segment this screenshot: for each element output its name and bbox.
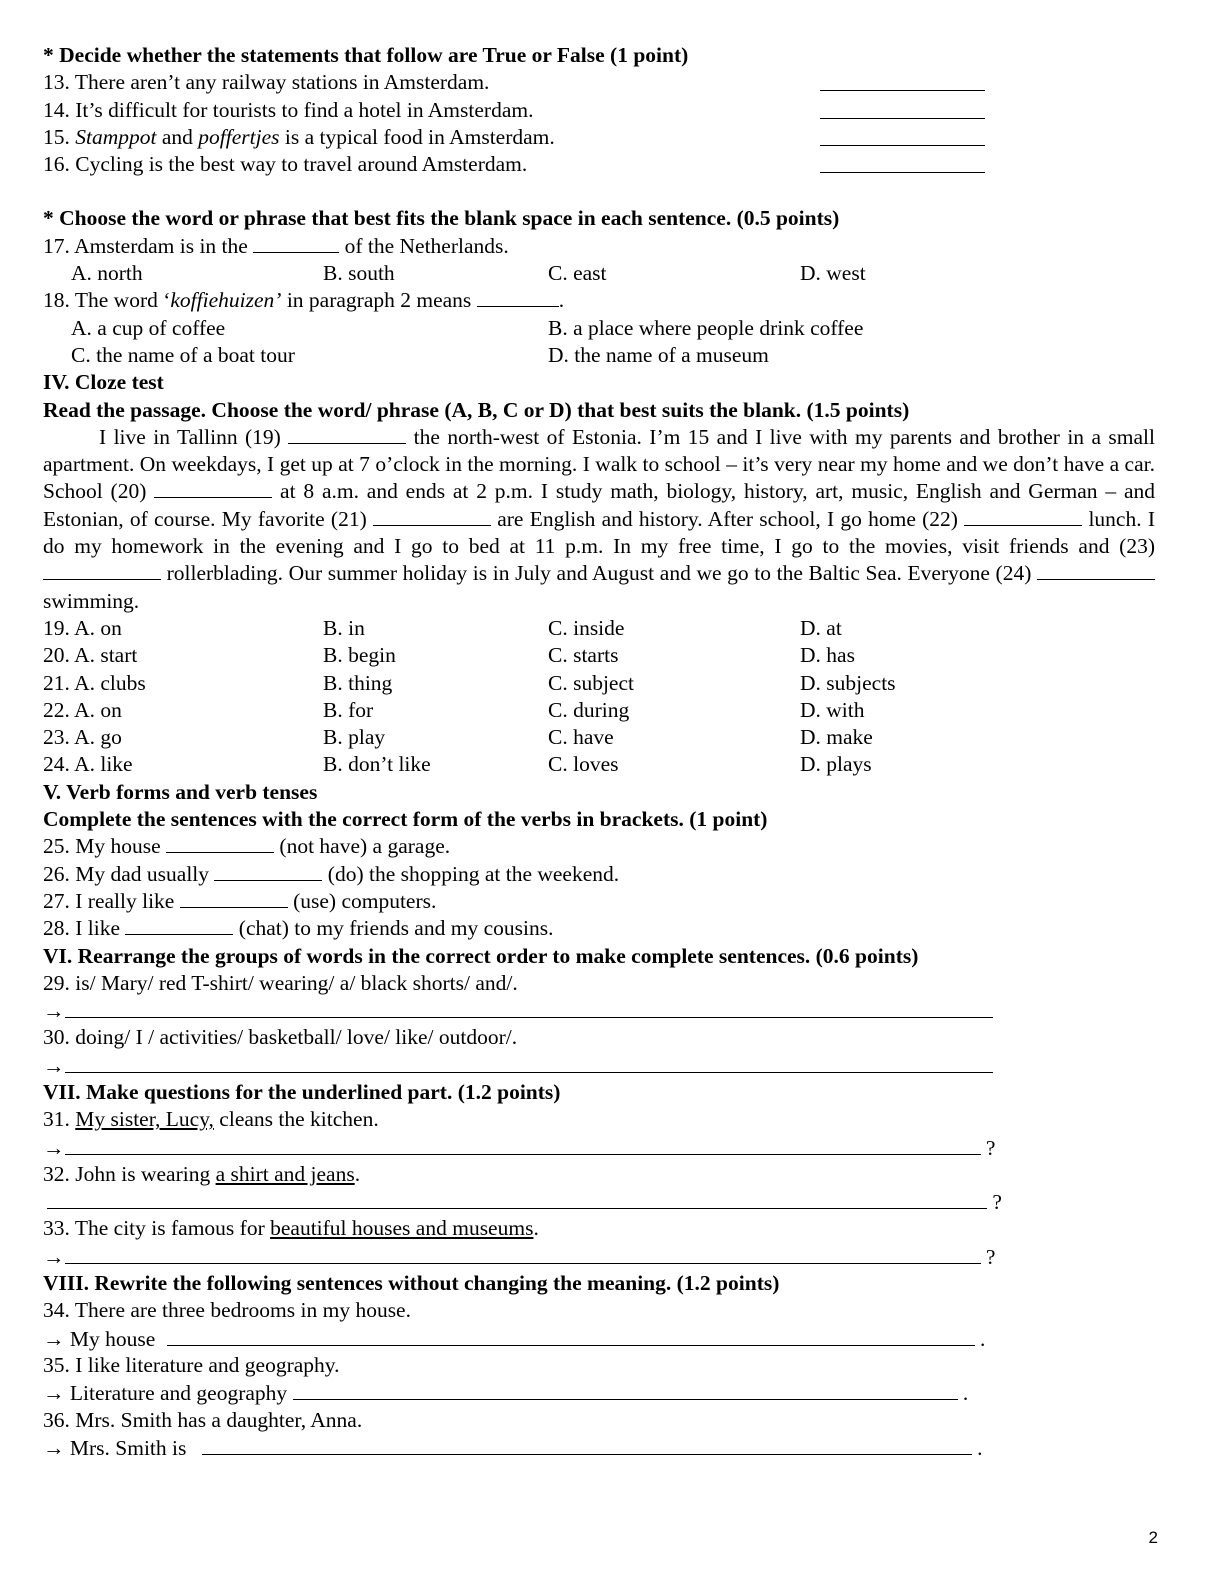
answer-blank[interactable] [125,915,233,935]
arrow-icon: → [43,999,65,1024]
question-36: 36. Mrs. Smith has a daughter, Anna. [43,1407,363,1432]
tf-item-13: 13. There aren’t any railway stations in Amsterdam. [43,69,1163,96]
cloze-instruction: Read the passage. Choose the word/ phrase (A, B, C or D) that best suits the blank. (1.5 points) [43,397,910,422]
question-34: 34. There are three bedrooms in my house. [43,1298,411,1323]
arrow-icon: → [43,1053,65,1078]
answer-33: → ? [43,1244,996,1269]
answer-blank[interactable] [214,861,322,881]
question-25: 25. My house (not have) a garage. [43,834,451,859]
option-d[interactable]: D. the name of a museum [548,342,769,367]
answer-line[interactable] [65,997,993,1018]
cloze-options-23: 23. A. go B. play C. have D. make [43,725,873,750]
blank-21[interactable] [373,506,491,526]
blank-19[interactable] [288,424,406,444]
cloze-options-24: 24. A. like B. don’t like C. loves D. plays [43,752,872,777]
blank-24[interactable] [1037,560,1155,580]
answer-line[interactable] [293,1379,958,1400]
answer-blank[interactable] [166,833,274,853]
cloze-options-21: 21. A. clubs B. thing C. subject D. subjects [43,670,896,695]
cloze-passage: I live in Tallinn (19) the north-west of Estonia. I’m 15 and I live with my parents and brother in a small apartment. On weekdays, I get up at 7 o’clock in the morning. I walk to school – it’s very near my home and we don’t have a car. School (20) at 8 a.m. and ends at 2 p.m. I study math, biology, history, art, music, English and German – and Estonian, of course. My favorite (21) are English and history. After school, I go home (22) lunch. I do my homework in the evening and I go to bed at 11 p.m. In my free time, I go to the movies, visit friends and (23) rollerblading. Our summer holiday is in July and August and we go to the Baltic Sea. Everyone (24) swimming. [43,424,1155,613]
page-number: 2 [1148,1528,1158,1547]
question-28: 28. I like (chat) to my friends and my cousins. [43,916,554,941]
options-18-row1 [43,315,1163,342]
answer-blank[interactable] [820,126,985,146]
options-18-row2 [43,342,1163,369]
answer-line[interactable] [47,1188,987,1209]
arrow-icon: → [43,1135,65,1160]
answer-blank[interactable] [820,71,985,91]
tf-item-15: 15. Stamppot and poffertjes is a typical food in Amsterdam. [43,124,1163,151]
option-a[interactable]: A. north [71,261,143,286]
question-17: 17. Amsterdam is in the of the Netherlands. [43,233,509,258]
answer-blank[interactable] [253,233,339,253]
answer-blank[interactable] [820,99,985,119]
answer-blank[interactable] [477,287,559,307]
answer-blank[interactable] [820,153,985,173]
section-iv-title: IV. Cloze test [43,370,164,395]
answer-36: → Mrs. Smith is . [43,1435,983,1460]
mc-heading: * Choose the word or phrase that best fits the blank space in each sentence. (0.5 points) [43,206,840,231]
blank-22[interactable] [964,506,1082,526]
question-30: 30. doing/ I / activities/ basketball/ love/ like/ outdoor/. [43,1025,518,1050]
answer-line[interactable] [65,1052,993,1073]
answer-line[interactable] [202,1434,972,1455]
answer-line[interactable] [65,1243,981,1264]
answer-31: → ? [43,1135,996,1160]
blank-20[interactable] [154,478,272,498]
answer-blank[interactable] [180,888,288,908]
cloze-options-22: 22. A. on B. for C. during D. with [43,697,865,722]
question-18: 18. The word ‘koffiehuizen’ in paragraph 2 means . [43,288,565,313]
section-viii-title: VIII. Rewrite the following sentences without changing the meaning. (1.2 points) [43,1271,780,1296]
option-c[interactable]: C. east [548,261,607,286]
cloze-options-19: 19. A. on B. in C. inside D. at [43,615,842,640]
option-c[interactable]: C. the name of a boat tour [71,342,295,367]
blank-23[interactable] [43,560,161,580]
answer-line[interactable] [167,1325,975,1346]
section-v-title: V. Verb forms and verb tenses [43,779,318,804]
question-31: 31. My sister, Lucy, cleans the kitchen. [43,1107,379,1132]
worksheet-page [43,42,1163,1461]
option-b[interactable]: B. a place where people drink coffee [548,315,864,340]
question-33: 33. The city is famous for beautiful houses and museums. [43,1216,539,1241]
options-17 [43,260,1163,287]
question-26: 26. My dad usually (do) the shopping at the weekend. [43,861,620,886]
question-27: 27. I really like (use) computers. [43,888,437,913]
option-d[interactable]: D. west [800,261,866,286]
section-vi-title: VI. Rearrange the groups of words in the correct order to make complete sentences. (0.6 points) [43,943,919,968]
answer-line[interactable] [65,1134,981,1155]
verbs-instruction: Complete the sentences with the correct form of the verbs in brackets. (1 point) [43,807,768,832]
tf-item-14: 14. It’s difficult for tourists to find a hotel in Amsterdam. [43,97,1163,124]
answer-34: → My house . [43,1326,986,1351]
answer-35: → Literature and geography . [43,1381,969,1406]
question-29: 29. is/ Mary/ red T-shirt/ wearing/ a/ black shorts/ and/. [43,970,518,995]
section-vii-title: VII. Make questions for the underlined part. (1.2 points) [43,1079,561,1104]
arrow-icon: → [43,1244,65,1269]
tf-item-16: 16. Cycling is the best way to travel around Amsterdam. [43,151,1163,178]
tf-heading: * Decide whether the statements that follow are True or False (1 point) [43,43,689,67]
answer-30 [43,1052,1163,1079]
question-32: 32. John is wearing a shirt and jeans. [43,1161,361,1186]
question-35: 35. I like literature and geography. [43,1352,340,1377]
option-b[interactable]: B. south [323,261,395,286]
option-a[interactable]: A. a cup of coffee [71,315,226,340]
cloze-options-20: 20. A. start B. begin C. starts D. has [43,643,855,668]
answer-32: ? [43,1188,1163,1215]
answer-29 [43,997,1163,1024]
